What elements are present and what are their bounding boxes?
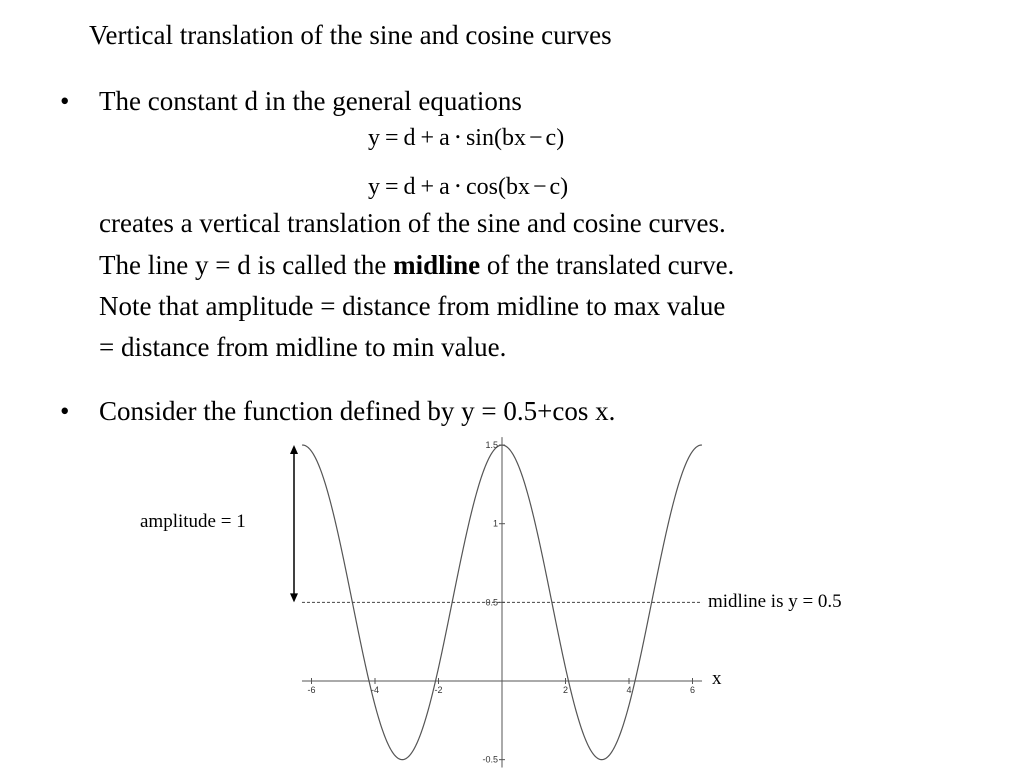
x-tick-label: -2: [434, 685, 443, 695]
bullet-2-text: Consider the function defined by y = 0.5+cos x.: [99, 396, 616, 426]
midline-label: midline is y = 0.5: [708, 591, 842, 612]
y-tick-label: -0.5: [482, 754, 498, 765]
equation-sine: y = d + a ⋅ sin(bx − c): [368, 125, 565, 151]
x-axis-label: x: [712, 668, 722, 689]
bullet-2-dot: •: [60, 396, 70, 426]
equation-cosine: y = d + a ⋅ cos(bx − c): [368, 174, 569, 200]
y-tick-label: 1.5: [485, 440, 498, 451]
slide-title: Vertical translation of the sine and cosine curves: [89, 20, 612, 50]
bullet-1-line-4: = distance from midline to min value.: [99, 332, 507, 362]
bullet-1-line-1: creates a vertical translation of the sine and cosine curves.: [99, 208, 726, 238]
x-tick-label: 4: [626, 685, 632, 695]
bullet-1-dot: •: [60, 86, 70, 116]
amplitude-label: amplitude = 1: [140, 511, 246, 532]
midline-term: midline: [393, 250, 481, 280]
bullet-1-line-3: Note that amplitude = distance from midline to max value: [99, 291, 726, 321]
y-tick-label: 1: [492, 518, 498, 529]
x-tick-label: 2: [562, 685, 569, 695]
amplitude-arrow-head-up: [290, 445, 298, 454]
x-tick-label: -6: [307, 685, 316, 695]
x-tick-label: -4: [370, 685, 380, 695]
function-equation: y = 0.5+cos x.: [461, 396, 616, 426]
y-tick-label: 0.5: [485, 597, 498, 608]
x-tick-label: 6: [689, 685, 696, 695]
amplitude-arrow-head-down: [290, 593, 298, 602]
bullet-1-line-2: The line y = d is called the midline of the translated curve.: [99, 250, 735, 280]
bullet-1-intro: The constant d in the general equations: [99, 86, 522, 116]
